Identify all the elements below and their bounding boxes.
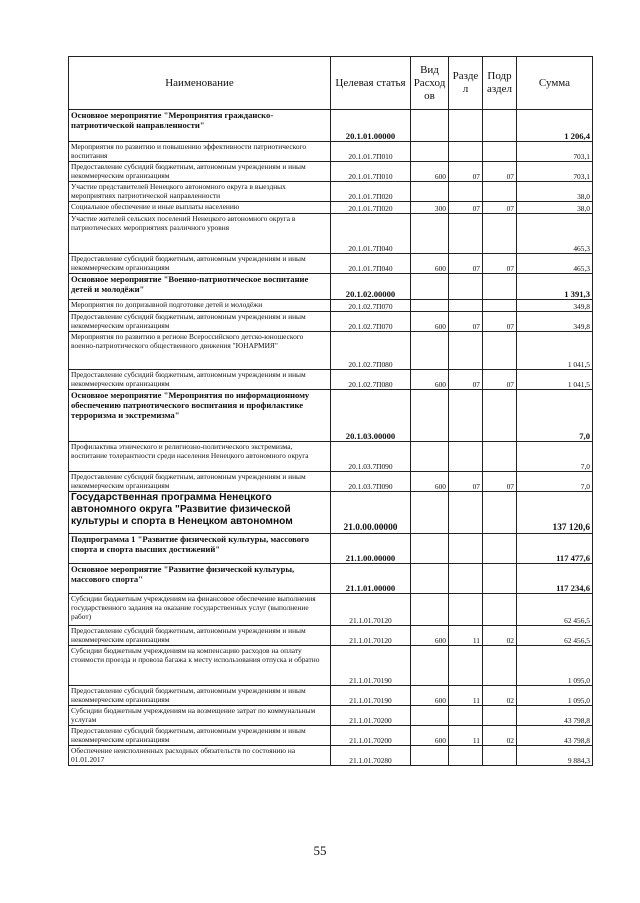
table-row [69,626,593,646]
row-name: Предоставление субсидий бюджетным, автономным учреждениям и иным некоммерческим организациям [69,472,331,492]
row-section: 11 [449,726,483,746]
row-sum: 43 798,8 [517,726,593,746]
table-row [69,162,593,182]
row-expense-type [411,746,449,766]
row-sum: 1 095,0 [517,646,593,686]
row-name: Мероприятия по развитию и повышению эффективности патриотического воспитания [69,142,331,162]
row-name: Основное мероприятие "Мероприятия гражданско-патриотической направленности" [69,110,331,142]
row-sum: 7,0 [517,472,593,492]
row-subsection: 07 [483,162,517,182]
row-subsection [483,534,517,564]
row-expense-type: 600 [411,726,449,746]
row-sum: 62 456,5 [517,626,593,646]
table-row [69,746,593,766]
row-target-article: 20.1.02.7П070 [331,312,411,332]
table-body [69,110,593,766]
row-target-article: 20.1.03.7П090 [331,472,411,492]
row-expense-type: 300 [411,202,449,214]
row-section [449,332,483,370]
row-section [449,492,483,534]
row-section [449,274,483,300]
row-name: Основное мероприятие "Мероприятия по информационному обеспечению патриотического воспитания и профилактике терроризма и экстремизма" [69,390,331,442]
row-subsection [483,492,517,534]
row-name: Субсидии бюджетным учреждениям на компенсацию расходов на оплату стоимости проезда и провоза багажа к месту использования отпуска и обратно [69,646,331,686]
row-name: Профилактика этнического и религиозно-политического экстремизма, воспитание толерантности среди населения Ненецкого автономного округа [69,442,331,472]
row-section [449,646,483,686]
table-row [69,442,593,472]
row-target-article: 21.1.00.00000 [331,534,411,564]
row-expense-type [411,142,449,162]
table-row [69,726,593,746]
table-row [69,300,593,312]
header-target-article: Целевая статья [331,57,411,110]
row-expense-type [411,534,449,564]
row-section [449,534,483,564]
header-sum: Сумма [517,57,593,110]
row-subsection: 07 [483,370,517,390]
row-section [449,142,483,162]
table-row [69,534,593,564]
row-expense-type [411,594,449,626]
row-expense-type [411,110,449,142]
row-sum: 38,0 [517,202,593,214]
row-target-article: 20.1.01.7П020 [331,182,411,202]
row-name: Предоставление субсидий бюджетным, автономным учреждениям и иным некоммерческим организациям [69,370,331,390]
row-sum: 1 391,3 [517,274,593,300]
row-section: 07 [449,162,483,182]
row-name: Субсидии бюджетным учреждениям на финансовое обеспечение выполнения государственного задания на оказание государственных услуг (выполнение работ) [69,594,331,626]
row-sum: 703,1 [517,142,593,162]
table-row [69,564,593,594]
row-sum: 465,3 [517,214,593,254]
row-name: Участие представителей Ненецкого автономного округа в выездных мероприятиях патриотической направленности [69,182,331,202]
row-name: Предоставление субсидий бюджетным, автономным учреждениям и иным некоммерческим организациям [69,686,331,706]
row-target-article: 20.1.03.00000 [331,390,411,442]
row-subsection [483,332,517,370]
row-sum: 349,8 [517,312,593,332]
table-row [69,472,593,492]
row-section: 07 [449,254,483,274]
table-row [69,312,593,332]
row-target-article: 21.1.01.00000 [331,564,411,594]
row-target-article: 20.1.01.7П010 [331,162,411,182]
row-target-article: 21.1.01.70190 [331,646,411,686]
row-target-article: 21.1.01.70200 [331,726,411,746]
row-section [449,182,483,202]
row-subsection [483,564,517,594]
row-sum: 1 206,4 [517,110,593,142]
row-target-article: 20.1.01.7П010 [331,142,411,162]
row-target-article: 20.1.01.7П040 [331,254,411,274]
row-subsection [483,594,517,626]
row-name: Предоставление субсидий бюджетным, автономным учреждениям и иным некоммерческим организациям [69,312,331,332]
row-target-article: 20.1.02.7П070 [331,300,411,312]
row-name: Предоставление субсидий бюджетным, автономным учреждениям и иным некоммерческим организациям [69,254,331,274]
row-section: 07 [449,312,483,332]
row-sum: 117 477,6 [517,534,593,564]
table-row [69,686,593,706]
row-section: 07 [449,472,483,492]
row-sum: 38,0 [517,182,593,202]
row-expense-type: 600 [411,686,449,706]
row-subsection: 07 [483,254,517,274]
row-sum: 703,1 [517,162,593,182]
row-section: 11 [449,686,483,706]
table-row [69,646,593,686]
row-expense-type [411,442,449,472]
row-expense-type: 600 [411,472,449,492]
row-sum: 465,3 [517,254,593,274]
row-sum: 62 456,5 [517,594,593,626]
row-target-article: 20.1.02.00000 [331,274,411,300]
row-name: Государственная программа Ненецкого автономного округа "Развитие физической культуры и спорта в Ненецком автономном [69,492,331,534]
row-target-article: 21.0.00.00000 [331,492,411,534]
row-name: Предоставление субсидий бюджетным, автономным учреждениям и иным некоммерческим организациям [69,162,331,182]
row-expense-type: 600 [411,162,449,182]
row-section: 07 [449,202,483,214]
row-sum: 43 798,8 [517,706,593,726]
row-expense-type [411,564,449,594]
budget-table [68,56,593,766]
row-subsection: 07 [483,202,517,214]
table-row [69,390,593,442]
row-expense-type: 600 [411,626,449,646]
row-target-article: 21.1.01.70280 [331,746,411,766]
header-expense-type: Вид Расход ов [411,57,449,110]
page-number: 55 [313,843,327,858]
row-subsection [483,706,517,726]
row-expense-type [411,390,449,442]
row-name: Предоставление субсидий бюджетным, автономным учреждениям и иным некоммерческим организациям [69,726,331,746]
row-name: Обеспечение неисполненных расходных обязательств по состоянию на 01.01.2017 [69,746,331,766]
row-section [449,706,483,726]
row-subsection [483,442,517,472]
row-section [449,110,483,142]
row-target-article: 21.1.01.70120 [331,594,411,626]
row-target-article: 20.1.02.7П080 [331,370,411,390]
row-name: Социальное обеспечение и иные выплаты населению [69,202,331,214]
row-subsection: 02 [483,686,517,706]
row-target-article: 20.1.03.7П090 [331,442,411,472]
table-row [69,142,593,162]
row-name: Мероприятия по допризывной подготовке детей и молодёжи [69,300,331,312]
row-expense-type [411,646,449,686]
row-name: Участие жителей сельских поселений Ненецкого автономного округа в патриотических мероприятиях различного уровня [69,214,331,254]
row-section [449,594,483,626]
row-expense-type [411,492,449,534]
row-expense-type [411,182,449,202]
row-sum: 1 095,0 [517,686,593,706]
row-name: Основное мероприятие "Развитие физической культуры, массового спорта" [69,564,331,594]
row-sum: 1 041,5 [517,370,593,390]
row-target-article: 20.1.02.7П080 [331,332,411,370]
table-row [69,370,593,390]
row-subsection [483,746,517,766]
row-target-article: 21.1.01.70200 [331,706,411,726]
row-section [449,442,483,472]
row-sum: 349,8 [517,300,593,312]
row-expense-type [411,706,449,726]
table-row [69,214,593,254]
table-row [69,182,593,202]
row-section [449,390,483,442]
row-subsection [483,300,517,312]
row-sum: 9 884,3 [517,746,593,766]
row-subsection: 07 [483,312,517,332]
row-section [449,214,483,254]
table-header-row [69,57,593,110]
row-subsection: 02 [483,626,517,646]
table-row [69,594,593,626]
row-sum: 117 234,6 [517,564,593,594]
row-target-article: 21.1.01.70120 [331,626,411,646]
row-sum: 7,0 [517,390,593,442]
row-target-article: 21.1.01.70190 [331,686,411,706]
table-row [69,332,593,370]
row-expense-type: 600 [411,254,449,274]
row-subsection [483,214,517,254]
row-section: 07 [449,370,483,390]
table-row [69,274,593,300]
header-section: Разде л [449,57,483,110]
row-name: Субсидии бюджетным учреждениям на возмещение затрат по коммунальным услугам [69,706,331,726]
row-subsection: 07 [483,472,517,492]
row-subsection [483,646,517,686]
row-subsection [483,142,517,162]
row-target-article: 20.1.01.00000 [331,110,411,142]
row-expense-type [411,300,449,312]
row-sum: 1 041,5 [517,332,593,370]
row-expense-type [411,214,449,254]
row-section: 11 [449,626,483,646]
row-sum: 137 120,6 [517,492,593,534]
header-subsection: Подр аздел [483,57,517,110]
row-subsection: 02 [483,726,517,746]
row-target-article: 20.1.01.7П040 [331,214,411,254]
table-row [69,202,593,214]
header-name: Наименование [69,57,331,110]
row-subsection [483,182,517,202]
table-row [69,110,593,142]
row-expense-type: 600 [411,370,449,390]
row-name: Подпрограмма 1 "Развитие физической культуры, массового спорта и спорта высших достижений" [69,534,331,564]
row-section [449,564,483,594]
row-subsection [483,274,517,300]
row-name: Предоставление субсидий бюджетным, автономным учреждениям и иным некоммерческим организациям [69,626,331,646]
table-row [69,254,593,274]
row-target-article: 20.1.01.7П020 [331,202,411,214]
row-section [449,300,483,312]
row-expense-type [411,274,449,300]
table-row [69,706,593,726]
row-expense-type [411,332,449,370]
table-row [69,492,593,534]
row-subsection [483,110,517,142]
row-name: Основное мероприятие "Военно-патриотическое воспитание детей и молодёжи" [69,274,331,300]
row-expense-type: 600 [411,312,449,332]
row-sum: 7,0 [517,442,593,472]
row-section [449,746,483,766]
row-name: Мероприятия по развитию в регионе Всероссийского детско-юношеского военно-патриотического общественного движения "ЮНАРМИЯ" [69,332,331,370]
row-subsection [483,390,517,442]
